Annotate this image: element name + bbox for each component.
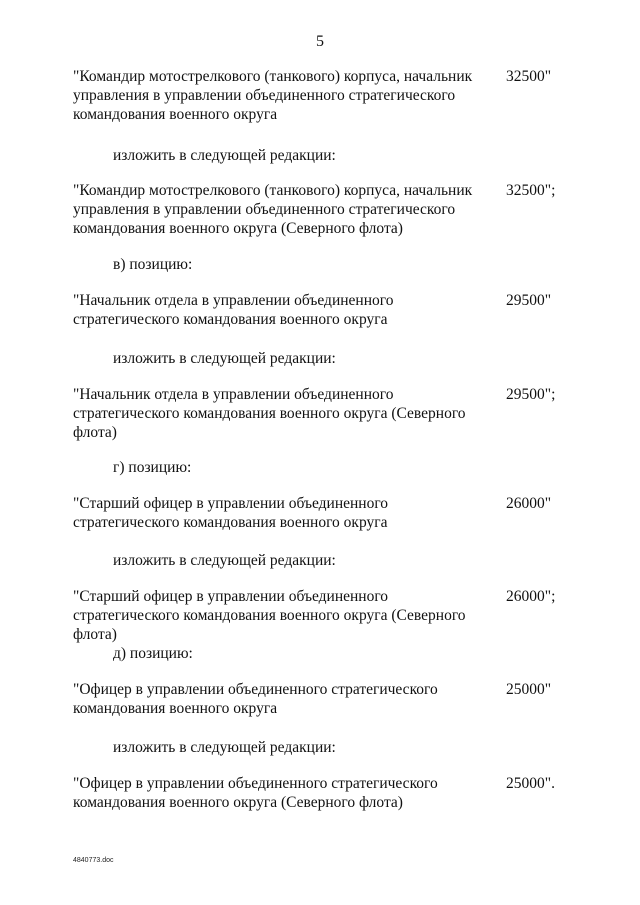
position-entry <box>73 680 563 718</box>
position-entry <box>73 494 563 532</box>
position-text: "Командир мотострелкового (танкового) корпуса, начальник управления в управлении объединенного стратегического командования военного округа <box>73 68 473 123</box>
position-amount: 25000". <box>506 775 555 792</box>
position-entry <box>73 774 563 812</box>
position-amount: 25000" <box>506 681 552 698</box>
page-number: 5 <box>316 33 324 50</box>
position-amount: 29500" <box>506 292 552 309</box>
position-text: "Офицер в управлении объединенного стратегического командования военного округа <box>73 681 438 717</box>
position-amount: 29500"; <box>506 386 556 403</box>
instruction-text: изложить в следующей редакции: <box>113 552 336 569</box>
document-file-reference: 4840773.doc <box>73 857 114 864</box>
item-heading-v: в) позицию: <box>113 256 193 273</box>
position-amount: 32500" <box>506 68 552 85</box>
position-entry <box>73 291 563 329</box>
position-text: "Офицер в управлении объединенного стратегического командования военного округа (Северного флота) <box>73 775 438 811</box>
instruction-text: изложить в следующей редакции: <box>113 147 336 164</box>
position-amount: 32500"; <box>506 182 556 199</box>
position-text: "Начальник отдела в управлении объединенного стратегического командования военного округа <box>73 292 394 328</box>
position-entry <box>73 181 563 238</box>
item-heading-d: д) позицию: <box>113 645 193 662</box>
position-entry <box>73 67 563 124</box>
position-text: "Старший офицер в управлении объединенного стратегического командования военного округа <box>73 495 389 531</box>
item-heading-g: г) позицию: <box>113 459 192 476</box>
position-entry <box>73 385 563 442</box>
position-entry <box>73 587 563 644</box>
position-amount: 26000"; <box>506 588 556 605</box>
position-text: "Командир мотострелкового (танкового) корпуса, начальник управления в управлении объединенного стратегического командования военного округа (Северного флота) <box>73 182 473 237</box>
position-text: "Старший офицер в управлении объединенного стратегического командования военного округа (Северного флота) <box>73 588 466 643</box>
instruction-text: изложить в следующей редакции: <box>113 739 336 756</box>
instruction-text: изложить в следующей редакции: <box>113 350 336 367</box>
position-amount: 26000" <box>506 495 552 512</box>
position-text: "Начальник отдела в управлении объединенного стратегического командования военного округа (Северного флота) <box>73 386 466 441</box>
